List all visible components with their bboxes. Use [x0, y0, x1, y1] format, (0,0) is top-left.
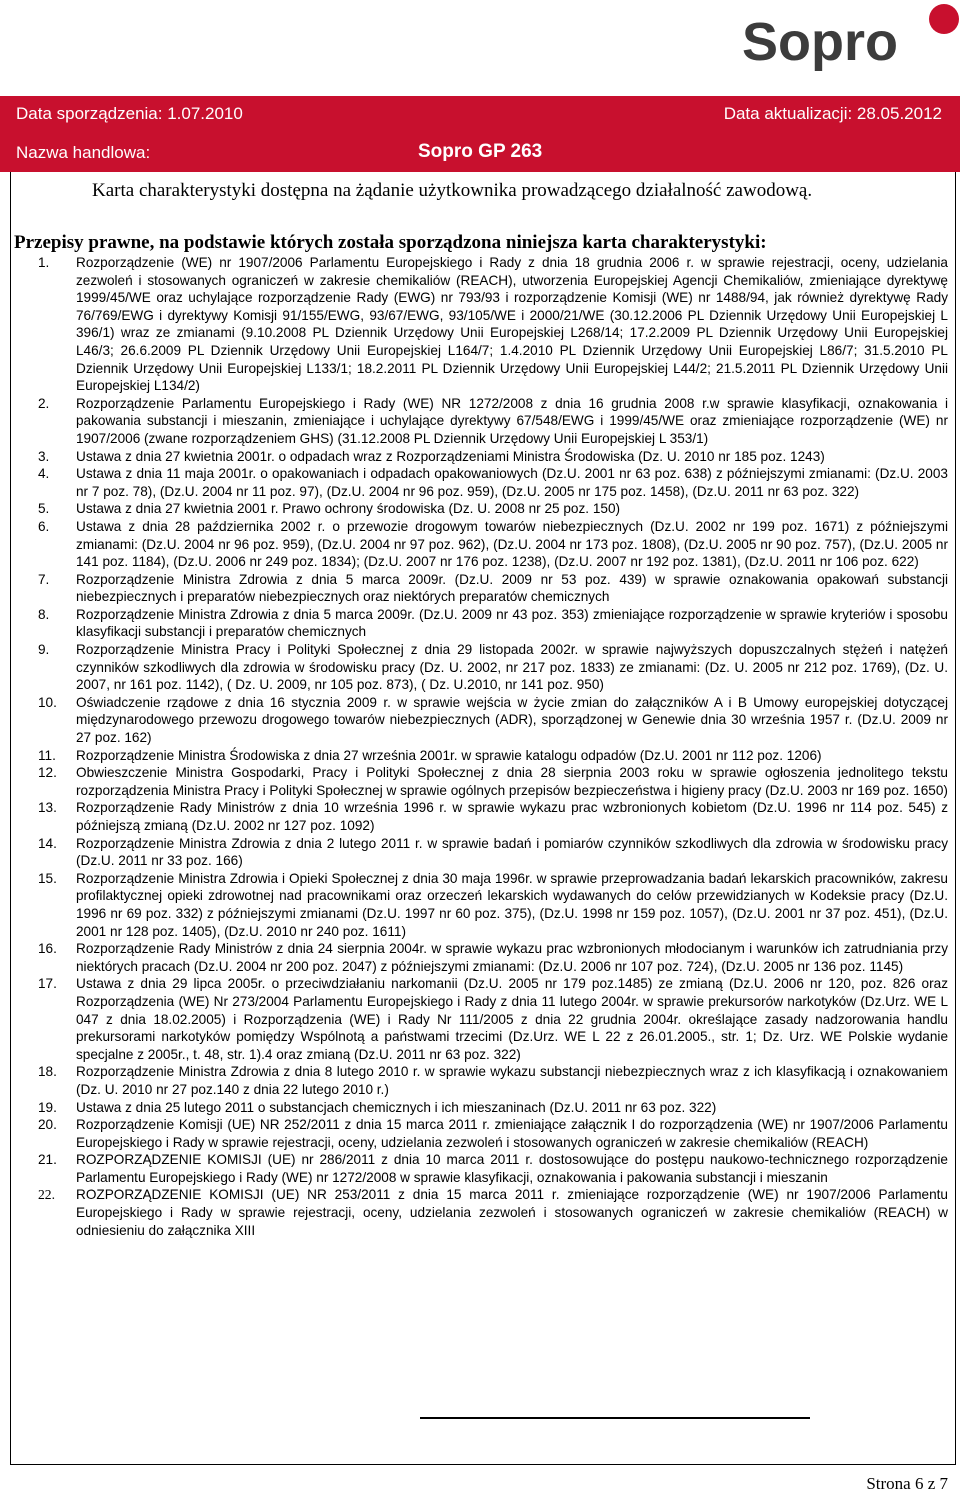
regulation-text: ROZPORZĄDZENIE KOMISJI (UE) nr 286/2011 z dnia 10 marca 2011 r. dostosowujące do postępu naukowo-technicznego rozporządzenie Parlamentu Europejskiego i Rady (WE) nr 1272/2008 w sprawie klasyfikacji, oznakowania i pakowania substancji i mieszanin [76, 1152, 948, 1185]
regulation-number: 13. [38, 800, 57, 816]
regulation-text: Rozporządzenie (WE) nr 1907/2006 Parlamentu Europejskiego i Rady z dnia 18 grudnia 2006 r. w sprawie rejestracji, oceny, udzielania zezwoleń i stosowanych ograniczeń w zakresie chemikaliów (REACH), utworzenia Europejskiej Agencji Chemikaliów, zmieniające dyrektywę 1999/45/WE oraz uchylające rozporządzenie Rady (EWG) nr 793/93 i rozporządzenie Komisji (WE) nr 1488/94, jak również dyrektywę Rady 76/769/EWG i dyrektywy Komisji 91/155/EWG, 93/67/EWG, 93/105/WE i 2000/21/WE (30.12.2006 PL Dziennik Urzędowy Unii Europejskiej L 396/1) wraz ze zmianami (9.10.2008 PL Dziennik Urzędowy Unii Europejskiej L268/14; 17.2.2009 PL Dziennik Urzędowy Unii Europejskiej L46/3; 26.6.2009 PL Dziennik Urzędowy Unii Europejskiej L164/7; 1.4.2010 PL Dziennik Urzędowy Unii Europejskiej L86/7; 31.5.2010 PL Dziennik Urzędowy Unii Europejskiej L133/1; 18.2.2011 PL Dziennik Urzędowy Unii Europejskiej L44/2; 21.5.2011 PL Dziennik Urzędowy Unii Europejskiej L134/2) [76, 255, 948, 394]
regulation-text: Ustawa z dnia 27 kwietnia 2001 r. Prawo ochrony środowiska (Dz. U. 2008 nr 25 poz. 150) [76, 501, 621, 517]
regulation-item [14, 835, 948, 870]
regulation-item [14, 1116, 948, 1151]
regulation-item [14, 694, 948, 747]
regulation-text: Ustawa z dnia 29 lipca 2005r. o przeciwdziałaniu narkomanii (Dz.U. 2005 nr 179 poz.1485) ze zmianą (Dz.U. 2006 nr 120, poz. 826 oraz Rozporządzenia (WE) Nr 273/2004 Parlamentu Europejskiego i Rady z dnia 11 lutego 2004r. w sprawie prekursorów narkotyków (Dz.Urz. WE L 047 z dnia 18.02.2005) i Rozporządzenia (WE) i Rady Nr 111/2005 z dnia 22 grudnia 2004r. określające zasady nadzorowania handlu prekursorami narkotyków pomiędzy Wspólnotą a państwami trzecimi (Dz.Urz. WE L 22 z 26.01.2005., str. 1; Dz. Urz. WE Polskie wydanie specjalne z 2005r., t. 48, str. 1).4 oraz zmianą (Dz.U. 2011 nr 63 poz. 322) [76, 976, 948, 1062]
regulation-item [14, 764, 948, 799]
regulations-title: Przepisy prawne, na podstawie których została sporządzona niniejsza karta charakterystyki: [14, 232, 767, 253]
regulation-number: 20. [38, 1117, 57, 1133]
regulation-number: 17. [38, 976, 57, 992]
regulation-item [14, 641, 948, 694]
regulation-item [14, 747, 948, 765]
regulation-item [14, 940, 948, 975]
regulation-number: 8. [38, 606, 50, 622]
regulation-number: 7. [38, 571, 50, 587]
regulation-item [14, 1099, 948, 1117]
regulation-text: Oświadczenie rządowe z dnia 16 stycznia 2009 r. w sprawie wejścia w życie zmian do załączników A i B Umowy europejskiej dotyczącej międzynarodowego przewozu drogowego towarów niebezpiecznych (ADR), sporządzonej w Genewie dnia 30 września 1957 r. (Dz.U. 2009 nr 27 poz. 162) [76, 694, 948, 746]
regulation-number: 16. [38, 941, 57, 957]
regulation-item [14, 1063, 948, 1098]
logo-red-circle [929, 4, 959, 34]
regulation-number: 9. [38, 642, 50, 658]
date-updated: Data aktualizacji: 28.05.2012 [723, 104, 942, 123]
regulation-number: 11. [38, 747, 56, 763]
regulation-text: Rozporządzenie Parlamentu Europejskiego i Rady (WE) NR 1272/2008 z dnia 16 grudnia 2008 r.w sprawie klasyfikacji, oznakowania i pakowania substancji i mieszanin, zmieniające i uchylające dyrektywy 67/548/EWG i 1999/45/WE oraz zmieniające rozporządzenie (WE) nr 1907/2006 (zwane rozporządzeniem GHS) (31.12.2008 PL Dziennik Urzędowy Unii Europejskiej L 353/1) [76, 395, 948, 446]
availability-note: Karta charakterystyki dostępna na żądanie użytkownika prowadzącego działalność zawodową. [92, 180, 813, 201]
regulation-number: 2. [38, 395, 50, 411]
regulation-number: 12. [38, 765, 57, 781]
regulation-text: Rozporządzenie Ministra Zdrowia z dnia 8 lutego 2010 r. w sprawie wykazu substancji niebezpiecznych wraz z ich klasyfikacją i oznakowaniem (Dz. U. 2010 nr 27 poz.140 z dnia 22 lutego 2010 r.) [76, 1064, 948, 1097]
regulation-item [14, 799, 948, 834]
regulation-number: 10. [38, 694, 57, 710]
regulation-item [14, 606, 948, 641]
regulation-number: 18. [38, 1064, 57, 1080]
regulation-text: Rozporządzenie Ministra Środowiska z dnia 27 września 2001r. w sprawie katalogu odpadów (Dz.U. 2001 nr 112 poz. 1206) [76, 747, 822, 763]
page-number: Strona 6 z 7 [866, 1474, 948, 1493]
regulation-text: Rozporządzenie Ministra Zdrowia z dnia 5 marca 2009r. (Dz.U. 2009 nr 53 poz. 439) w sprawie oznakowania opakowań substancji niebezpiecznych i preparatów niebezpiecznych oraz niektórych preparatów chemicznych [76, 571, 948, 605]
regulation-item [14, 1151, 948, 1186]
regulation-text: Ustawa z dnia 11 maja 2001r. o opakowaniach i odpadach opakowaniowych (Dz.U. 2001 nr 63 poz. 638) z późniejszymi zmianami: (Dz.U. 2003 nr 7 poz. 78), (Dz.U. 2004 nr 11 poz. 97), (Dz.U. 2004 nr 96 poz. 959), (Dz.U. 2005 nr 175 poz. 1458), (Dz.U. 2011 nr 63 poz. 322) [76, 466, 948, 499]
regulation-item [14, 518, 948, 571]
regulation-text: Rozporządzenie Rady Ministrów z dnia 24 sierpnia 2004r. w sprawie wykazu prac wzbronionych młodocianym i warunków ich zatrudniania przy niektórych pracach (Dz.U. 2004 nr 200 poz. 2047) z późniejszymi zmianami: (Dz.U. 2006 nr 107 poz. 724), (Dz.U. 2005 nr 136 poz. 1145) [76, 941, 948, 974]
regulation-text: Ustawa z dnia 28 października 2002 r. o przewozie drogowym towarów niebezpiecznych (Dz.U. 2002 nr 199 poz. 1671) z późniejszymi zmianami: (Dz.U. 2004 nr 96 poz. 959), (Dz.U. 2004 nr 97 poz. 962), (Dz.U. 2004 nr 173 poz. 1808), (Dz.U. 2005 nr 90 poz. 757), (Dz.U. 2005 nr 141 poz. 1184), (Dz.U. 2006 nr 249 poz. 1834); (Dz.U. 2007 nr 176 poz. 1238), (Dz.U. 2007 nr 192 poz. 1381), (Dz.U. 2011 nr 106 poz. 622) [76, 518, 948, 570]
regulation-item [14, 500, 948, 518]
regulation-item [14, 254, 948, 395]
regulation-text: Rozporządzenie Ministra Zdrowia z dnia 2 lutego 2011 r. w sprawie badań i pomiarów czynników szkodliwych dla zdrowia w środowisku pracy (Dz.U. 2011 nr 33 poz. 166) [76, 835, 948, 869]
trade-name-label: Nazwa handlowa: [16, 143, 151, 162]
regulation-text: Ustawa z dnia 25 lutego 2011 o substancjach chemicznych i ich mieszaninach (Dz.U. 2011 nr 63 poz. 322) [76, 1099, 717, 1115]
regulation-item [14, 975, 948, 1063]
regulation-number: 15. [38, 870, 57, 886]
date-created: Data sporządzenia: 1.07.2010 [16, 104, 243, 123]
regulation-item [14, 870, 948, 940]
regulation-number: 6. [38, 518, 50, 534]
regulation-text: ROZPORZĄDZENIE KOMISJI (UE) NR 253/2011 z dnia 15 marca 2011 r. zmieniające rozporządzenie (WE) nr 1907/2006 Parlamentu Europejskiego i Rady w sprawie rejestracji, oceny, udzielania zezwoleń i stosowanych ograniczeń w zakresie chemikaliów (REACH) w odniesieniu do załącznika XIII [76, 1187, 948, 1238]
regulation-text: Rozporządzenie Rady Ministrów z dnia 10 września 1996 r. w sprawie wykazu prac wzbronionych kobietom (Dz.U. 1996 nr 114 poz. 545) z późniejszą zmianą (Dz.U. 2002 nr 127 poz. 1092) [76, 800, 948, 833]
regulation-text: Ustawa z dnia 27 kwietnia 2001r. o odpadach wraz z Rozporządzeniami Ministra Środowiska (Dz. U. 2010 nr 185 poz. 1243) [76, 448, 825, 464]
regulation-text: Rozporządzenie Ministra Zdrowia i Opieki Społecznej z dnia 30 maja 1996r. w sprawie przeprowadzania badań lekarskich pracowników, zakresu profilaktycznej opieki zdrowotnej nad pracownikami oraz orzeczeń lekarskich wydawanych do celów przewidzianych w Kodeksie pracy (Dz.U. 1996 nr 69 poz. 332) z późniejszymi zmianami (Dz.U. 1997 nr 60 poz. 375), (Dz.U. 1998 nr 159 poz. 1057), (Dz.U. 2001 nr 37 poz. 451), (Dz.U. 2001 nr 128 poz. 1405), (Dz.U. 2010 nr 240 poz. 1611) [76, 870, 948, 939]
regulation-number: 3. [38, 448, 50, 464]
regulation-number: 21. [38, 1152, 57, 1168]
regulation-number: 22. [38, 1187, 55, 1203]
regulation-number: 19. [38, 1099, 57, 1115]
regulation-number: 5. [38, 501, 50, 517]
logo-wordmark: Sopro [742, 12, 898, 72]
regulation-item [14, 465, 948, 500]
regulation-text: Obwieszczenie Ministra Gospodarki, Pracy i Polityki Społecznej z dnia 28 sierpnia 2003 roku w sprawie ogłoszenia jednolitego tekstu rozporządzenia Ministra Pracy i Polityki Społecznej w sprawie ogólnych przepisów bezpieczeństwa i higieny pracy (Dz.U. 2003 nr 169 poz. 1650) [76, 765, 948, 798]
regulation-item [14, 395, 948, 448]
regulations-list [14, 254, 948, 1239]
regulation-item [14, 448, 948, 466]
regulation-item [14, 571, 948, 606]
regulation-item [14, 1186, 948, 1239]
regulation-number: 14. [38, 835, 57, 851]
regulation-number: 1. [38, 255, 50, 270]
regulation-number: 4. [38, 466, 50, 482]
regulation-text: Rozporządzenie Ministra Zdrowia z dnia 5 marca 2009r. (Dz.U. 2009 nr 43 poz. 353) zmieniające rozporządzenie w sprawie kryteriów i sposobu klasyfikacji substancji i preparatów chemicznych [76, 606, 948, 640]
end-rule [420, 1417, 810, 1419]
trade-name: Sopro GP 263 [418, 141, 543, 162]
regulation-text: Rozporządzenie Komisji (UE) NR 252/2011 z dnia 15 marca 2011 r. zmieniające załącznik I do rozporządzenia (WE) nr 1907/2006 Parlamentu Europejskiego i Rady w sprawie rejestracji, oceny, udzielania zezwoleń i stosowanych ograniczeń w zakresie chemikaliów (REACH) [76, 1117, 948, 1150]
sopro-logo [736, 0, 960, 85]
regulation-text: Rozporządzenie Ministra Pracy i Polityki Społecznej z dnia 29 listopada 2002r. w sprawie najwyższych dopuszczalnych stężeń i natężeń czynników szkodliwych dla zdrowia w środowisku pracy (Dz. U. 2002, nr 217 poz. 1833) ze zmianami: (Dz. U. 2005 nr 212 poz. 1769), (Dz. U. 2007, nr 161 poz. 1142), ( Dz. U. 2009, nr 105 poz. 873), ( Dz. U.2010, nr 141 poz. 950) [76, 642, 948, 693]
